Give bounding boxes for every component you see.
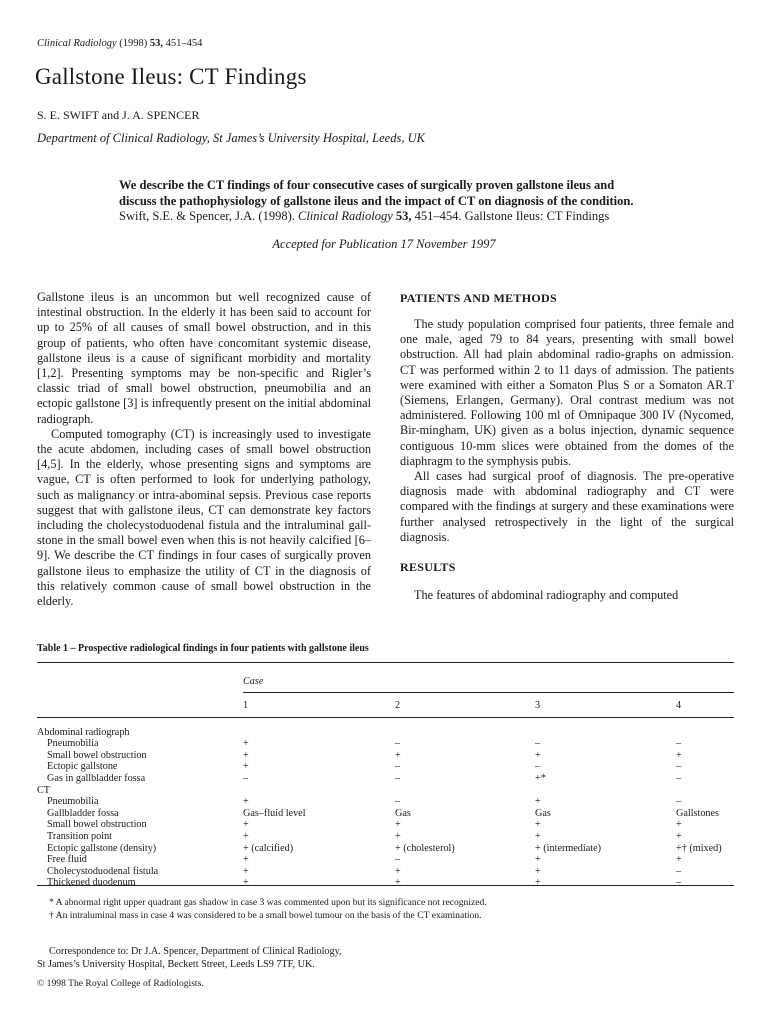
case-number-4: 4 [676, 699, 682, 711]
table-cell: + [535, 865, 541, 877]
table-row [37, 738, 734, 750]
abstract-citation-journal: Clinical Radiology [298, 209, 393, 223]
introduction [37, 290, 371, 609]
table-row [37, 854, 734, 866]
table-cell: – [535, 738, 541, 750]
table-cell: + [535, 877, 541, 889]
table-cell: – [676, 796, 682, 808]
table-cell: +† (mixed) [676, 842, 722, 854]
table-cell: – [395, 772, 401, 784]
table-cell: – [395, 738, 401, 750]
abstract-citation-rest: 451–454. Gallstone Ileus: CT Findings [414, 209, 610, 223]
table-cell: + [395, 865, 401, 877]
footnote-asterisk: * A abnormal right upper quadrant gas shadow in case 3 was commented upon but its significance not recognized. [49, 897, 487, 908]
case-number-1: 1 [243, 699, 249, 711]
table-cell: + [395, 819, 401, 831]
row-label: Ectopic gallstone [47, 761, 118, 773]
table-row [37, 761, 734, 773]
journal-citation [37, 38, 202, 49]
table-cell: + [243, 761, 249, 773]
journal-pages: 451–454 [165, 38, 203, 49]
journal-volume: 53, [149, 38, 163, 49]
journal-year: (1998) [119, 38, 148, 49]
table-cell: + [243, 738, 249, 750]
table-cell: + [243, 865, 249, 877]
table-case-number-row [37, 700, 734, 727]
case-number-2: 2 [395, 699, 401, 711]
table-cell: + [243, 749, 249, 761]
table-cell [243, 727, 395, 739]
authors: S. E. SWIFT and J. A. SPENCER [37, 108, 200, 122]
table-cell: Gas [395, 807, 411, 819]
results-body [400, 588, 734, 603]
table-cell: + [243, 796, 249, 808]
table-cell: – [395, 796, 401, 808]
row-label: Thickened duodenum [47, 877, 136, 889]
table-cell: + [535, 749, 541, 761]
table-cell: + (intermediate) [535, 842, 601, 854]
table-cell [535, 727, 676, 739]
table-cell [676, 785, 734, 797]
table-cell [395, 727, 535, 739]
table-cell: + [676, 819, 682, 831]
case-number-3: 3 [535, 699, 541, 711]
table-cell: + [535, 819, 541, 831]
table-cell: + [676, 749, 682, 761]
correspondence-line-2: St James’s University Hospital, Beckett Street, Leeds LS9 7TF, UK. [37, 958, 315, 970]
results-paragraph-1: The features of abdominal radiography and computed [414, 588, 679, 602]
row-label: Cholecystoduodenal fistula [47, 865, 159, 877]
case-label: Case [243, 676, 264, 687]
table-footnotes [49, 897, 487, 922]
row-label: Small bowel obstruction [47, 819, 147, 831]
results-heading: RESULTS [400, 560, 456, 574]
table-cell: + [395, 877, 401, 889]
table-cell: – [395, 854, 401, 866]
table-row [37, 808, 734, 820]
row-label: Abdominal radiograph [37, 726, 130, 738]
table-cell [395, 785, 535, 797]
table-caption: Table 1 – Prospective radiological findings in four patients with gallstone ileus [37, 643, 369, 654]
table-cell: + (cholesterol) [395, 842, 455, 854]
table-row [37, 750, 734, 762]
table-row [37, 843, 734, 855]
correspondence-line-1: Correspondence to: Dr J.A. Spencer, Department of Clinical Radiology, [49, 946, 342, 957]
abstract-citation-volume: 53, [395, 209, 412, 223]
table-case-label-row [37, 676, 734, 700]
row-label: Pneumobilia [47, 738, 99, 750]
table-cell: + [243, 819, 249, 831]
table-row [37, 819, 734, 831]
intro-paragraph-1: Gallstone ileus is an uncommon but well recognized cause of intestinal obstruction. In the elderly it has been said to account for up to 25% of all causes of small bowel obstruction, and in this group of patients, who often have concomitant systemic disease, gallstone ileus is a cause of significant morbidity and mortality [1,2]. Presenting symptoms may be non-specific and Rigler’s classic triad of small bowel obstruction, pneumobilia and an ectopic gallstone [3] is infrequently present on the initial abdominal radiograph. [37, 290, 371, 426]
table-cell: Gallstones [676, 807, 720, 819]
article-title: Gallstone Ileus: CT Findings [35, 64, 307, 89]
table-cell: – [243, 772, 249, 784]
table-cell: Gas [535, 807, 551, 819]
row-label: Transition point [47, 830, 113, 842]
row-label: Ectopic gallstone (density) [47, 842, 157, 854]
abstract-summary: We describe the CT findings of four consecutive cases of surgically proven gallstone ileus and discuss the pathophysiology of gallstone ileus and the impact of CT on diagnosis of the condition. [119, 178, 634, 208]
table-cell: + [535, 796, 541, 808]
table-top-rule [37, 662, 734, 663]
patients-methods-heading: PATIENTS AND METHODS [400, 291, 557, 305]
affiliation: Department of Clinical Radiology, St James’s University Hospital, Leeds, UK [37, 131, 425, 145]
correspondence [37, 946, 342, 971]
table-cell: + [243, 830, 249, 842]
table-cell: +* [535, 772, 546, 784]
patients-methods-body [400, 317, 734, 545]
table-cell: + [535, 830, 541, 842]
table-cell: Gas–fluid level [243, 807, 306, 819]
table-cell: – [676, 761, 682, 773]
methods-paragraph-1: The study population comprised four patients, three female and one male, aged 79 to 84 years, presenting with small bowel obstruction. All had plain abdominal radio-graphs on admission. CT was performed within 2 to 11 days of admission. The patients were examined with either a Somaton Plus S or a Somaton AR.T (Siemens, Erlangen, Germany). Oral contrast medium was not administered. Following 100 ml of Omnipaque 300 IV (Nycomed, Bir-mingham, UK) given as a bolus injection, dynamic sequence contiguous 10-mm slices were obtained from the domes of the diaphragm to the symphysis pubis. [400, 317, 734, 468]
row-label: Gas in gallbladder fossa [47, 772, 146, 784]
table-cell: + (calcified) [243, 842, 294, 854]
table-cell: – [535, 761, 541, 773]
table-cell: – [676, 738, 682, 750]
row-label: CT [37, 784, 51, 796]
table-cell [243, 785, 395, 797]
table-row [37, 785, 734, 797]
table-cell: + [395, 830, 401, 842]
table-cell: + [676, 830, 682, 842]
table-cell: + [535, 854, 541, 866]
table-cell [676, 727, 734, 739]
abstract-citation-authors: Swift, S.E. & Spencer, J.A. (1998). [119, 209, 295, 223]
table-cell: – [676, 877, 682, 889]
journal-name: Clinical Radiology [37, 38, 117, 49]
methods-paragraph-2: All cases had surgical proof of diagnosis. The pre-operative diagnosis made with abdominal radiography and CT were compared with the findings at surgery and these examinations were further analysed retrospectively in the light of the surgical diagnosis. [400, 469, 734, 544]
table-cell: – [676, 772, 682, 784]
table-cell: + [676, 854, 682, 866]
abstract [119, 178, 653, 225]
table-row [37, 831, 734, 843]
table-row [37, 877, 734, 889]
copyright: © 1998 The Royal College of Radiologists. [37, 978, 204, 989]
table-cell: + [243, 854, 249, 866]
row-label: Pneumobilia [47, 796, 99, 808]
table-row [37, 727, 734, 739]
table-cell: – [676, 865, 682, 877]
findings-table [37, 676, 734, 889]
intro-paragraph-2: Computed tomography (CT) is increasingly used to investigate the acute abdomen, including cases of small bowel obstruction [4,5]. In the elderly, whose presenting signs and symptoms are vague, CT is often performed to look for underlying pathology, such as malignancy or intra-abominal sepsis. Previous case reports suggest that with gallstone ileus, CT can demonstrate key factors including the cholecystoduodenal fistula and the intraluminal gall-stone in the small bowel even when this is not heavily calcified [6–9]. We describe the CT findings in four cases of surgically proven gallstone ileus to emphasize the utility of CT in the diagnosis of this relatively common cause of small bowel obstruction in the elderly. [37, 426, 371, 609]
row-label: Small bowel obstruction [47, 749, 147, 761]
table-cell: – [395, 761, 401, 773]
footnote-dagger: † An intraluminal mass in case 4 was considered to be a small bowel tumour on the basis of the CT examination. [49, 909, 482, 921]
accepted-date: Accepted for Publication 17 November 1997 [272, 237, 496, 251]
row-label: Free fluid [47, 854, 87, 866]
table-cell: + [395, 749, 401, 761]
table-row [37, 773, 734, 785]
table-cell [535, 785, 676, 797]
table-row [37, 866, 734, 878]
table-cell: + [243, 877, 249, 889]
table-row [37, 796, 734, 808]
row-label: Gallbladder fossa [47, 807, 119, 819]
